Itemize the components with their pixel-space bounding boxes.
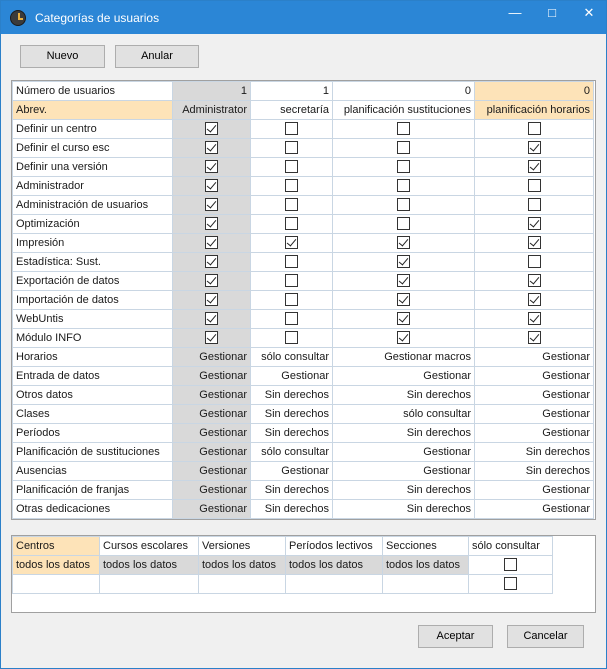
row-label: Otros datos [13,386,173,405]
permission-value[interactable]: Gestionar [173,405,251,424]
checkbox-cell[interactable] [251,253,333,272]
permission-checkbox[interactable] [285,141,298,154]
row-label: Impresión [13,234,173,253]
permission-row [13,348,594,367]
permission-value[interactable]: Gestionar [173,348,251,367]
scope-row-empty [13,575,553,594]
checkbox-cell[interactable] [251,329,333,348]
close-button[interactable]: ✕ [583,5,595,20]
feature-row [13,215,594,234]
permission-checkbox[interactable] [397,236,410,249]
checkbox-cell[interactable] [173,291,251,310]
permission-value[interactable]: Gestionar [475,405,594,424]
permission-value[interactable]: Gestionar [251,367,333,386]
checkbox-cell[interactable] [251,310,333,329]
feature-row [13,272,594,291]
permission-checkbox[interactable] [397,312,410,325]
permission-checkbox[interactable] [397,293,410,306]
row-label: Clases [13,405,173,424]
permission-checkbox[interactable] [205,293,218,306]
permission-value[interactable]: Sin derechos [251,500,333,519]
permission-value[interactable]: Sin derechos [333,481,475,500]
row-label: Entrada de datos [13,367,173,386]
user-count-cell: 0 [333,82,475,101]
permission-value[interactable]: sólo consultar [333,405,475,424]
permission-checkbox[interactable] [397,217,410,230]
scope-header: Cursos escolares [100,537,199,556]
permission-value[interactable]: Sin derechos [333,500,475,519]
checkbox-cell[interactable] [475,139,594,158]
scope-value[interactable]: todos los datos [383,556,469,575]
permission-checkbox[interactable] [205,255,218,268]
user-count-row [13,82,594,101]
permission-value[interactable]: Sin derechos [333,386,475,405]
scope-value-empty[interactable] [13,575,100,594]
new-button[interactable]: Nuevo [20,45,105,68]
permission-row [13,386,594,405]
row-label: Definir un centro [13,120,173,139]
permission-value[interactable]: Sin derechos [475,443,594,462]
checkbox-cell[interactable] [475,310,594,329]
user-count-cell: 0 [475,82,594,101]
permission-checkbox[interactable] [205,236,218,249]
scope-value[interactable]: todos los datos [199,556,286,575]
row-label: Administrador [13,177,173,196]
permission-checkbox[interactable] [285,331,298,344]
feature-row [13,310,594,329]
checkbox-cell[interactable] [475,215,594,234]
checkbox-cell[interactable] [173,234,251,253]
permission-value[interactable]: Sin derechos [333,424,475,443]
row-label: Optimización [13,215,173,234]
checkbox-cell[interactable] [333,215,475,234]
checkbox-cell[interactable] [173,253,251,272]
row-label: Administración de usuarios [13,196,173,215]
permission-value[interactable]: Gestionar [173,386,251,405]
checkbox-cell[interactable] [475,329,594,348]
read-only-checkbox[interactable] [504,558,517,571]
row-label: Planificación de franjas [13,481,173,500]
row-label: Importación de datos [13,291,173,310]
checkbox-cell[interactable] [251,291,333,310]
checkbox-cell[interactable] [475,272,594,291]
checkbox-cell[interactable] [251,272,333,291]
permission-value[interactable]: Gestionar [173,481,251,500]
permission-checkbox[interactable] [397,160,410,173]
checkbox-cell[interactable] [251,177,333,196]
permission-checkbox[interactable] [528,255,541,268]
permission-checkbox[interactable] [528,198,541,211]
permission-checkbox[interactable] [397,141,410,154]
maximize-button[interactable]: □ [548,5,556,20]
checkbox-cell[interactable] [173,177,251,196]
scope-header: Centros [13,537,100,556]
row-label: Número de usuarios [13,82,173,101]
permission-checkbox[interactable] [397,198,410,211]
scope-value-empty[interactable] [199,575,286,594]
abbrev-row [13,101,594,120]
permission-checkbox[interactable] [528,122,541,135]
permission-checkbox[interactable] [397,122,410,135]
title-bar [1,1,606,34]
permission-row [13,367,594,386]
row-label: Estadística: Sust. [13,253,173,272]
permission-value[interactable]: Gestionar [333,367,475,386]
permission-checkbox[interactable] [285,160,298,173]
accept-button[interactable]: Aceptar [418,625,493,648]
permission-checkbox[interactable] [397,255,410,268]
checkbox-cell[interactable] [251,139,333,158]
discard-button[interactable]: Anular [115,45,199,68]
checkbox-cell[interactable] [173,196,251,215]
permission-value[interactable]: Gestionar [173,424,251,443]
permissions-grid [11,80,596,520]
permission-row [13,462,594,481]
permission-value[interactable]: Gestionar [475,348,594,367]
checkbox-cell[interactable] [333,120,475,139]
user-count-cell: 1 [173,82,251,101]
row-label: Planificación de sustituciones [13,443,173,462]
permission-checkbox[interactable] [285,274,298,287]
scope-header-row [13,537,553,556]
scope-value-empty[interactable] [383,575,469,594]
checkbox-cell[interactable] [333,177,475,196]
permission-checkbox[interactable] [205,122,218,135]
checkbox-cell[interactable] [333,291,475,310]
permission-value[interactable]: Gestionar [475,424,594,443]
checkbox-cell[interactable] [475,158,594,177]
permission-checkbox[interactable] [528,160,541,173]
permission-checkbox[interactable] [205,141,218,154]
row-label: Períodos [13,424,173,443]
row-label: Ausencias [13,462,173,481]
permission-checkbox[interactable] [528,331,541,344]
checkbox-cell[interactable] [173,215,251,234]
permission-checkbox[interactable] [528,312,541,325]
permission-value[interactable]: Gestionar [475,481,594,500]
checkbox-cell[interactable] [251,158,333,177]
permission-checkbox[interactable] [285,255,298,268]
scope-header: sólo consultar [469,537,553,556]
scope-row [13,556,553,575]
category-header[interactable]: planificación horarios [475,101,594,120]
read-only-checkbox[interactable] [504,577,517,590]
permission-checkbox[interactable] [528,217,541,230]
permission-checkbox[interactable] [528,179,541,192]
data-scope-grid [11,535,596,613]
permission-checkbox[interactable] [205,198,218,211]
checkbox-cell[interactable] [173,139,251,158]
permission-value[interactable]: Gestionar [475,500,594,519]
checkbox-cell[interactable] [333,234,475,253]
checkbox-cell[interactable] [475,253,594,272]
permission-checkbox[interactable] [205,217,218,230]
cancel-button[interactable]: Cancelar [507,625,584,648]
feature-row [13,196,594,215]
checkbox-cell[interactable] [475,120,594,139]
feature-row [13,291,594,310]
permission-checkbox[interactable] [397,331,410,344]
checkbox-cell[interactable] [475,291,594,310]
permission-value[interactable]: Gestionar [251,462,333,481]
permission-checkbox[interactable] [285,217,298,230]
checkbox-cell[interactable] [173,310,251,329]
window-title: Categorías de usuarios [35,11,160,25]
permission-value[interactable]: Gestionar [173,500,251,519]
permission-row [13,500,594,519]
permission-checkbox[interactable] [285,122,298,135]
checkbox-cell[interactable] [333,329,475,348]
scope-header: Versiones [199,537,286,556]
checkbox-cell[interactable] [173,272,251,291]
checkbox-cell[interactable] [333,253,475,272]
row-label: Horarios [13,348,173,367]
permission-checkbox[interactable] [285,179,298,192]
permission-checkbox[interactable] [285,312,298,325]
row-label: Exportación de datos [13,272,173,291]
permission-value[interactable]: Gestionar [475,367,594,386]
scope-value[interactable]: todos los datos [13,556,100,575]
permission-checkbox[interactable] [285,293,298,306]
checkbox-cell[interactable] [475,234,594,253]
permission-row [13,481,594,500]
scope-header: Secciones [383,537,469,556]
scope-header: Períodos lectivos [286,537,383,556]
category-header[interactable]: secretaría [251,101,333,120]
permission-checkbox[interactable] [397,179,410,192]
scope-value[interactable]: todos los datos [100,556,199,575]
permission-checkbox[interactable] [205,274,218,287]
feature-row [13,329,594,348]
permission-value[interactable]: Gestionar [173,367,251,386]
checkbox-cell[interactable] [173,120,251,139]
checkbox-cell[interactable] [333,139,475,158]
scope-value-empty[interactable] [100,575,199,594]
permission-value[interactable]: Sin derechos [251,481,333,500]
checkbox-cell[interactable] [173,329,251,348]
permission-checkbox[interactable] [285,236,298,249]
row-label: Otras dedicaciones [13,500,173,519]
permission-checkbox[interactable] [528,236,541,249]
checkbox-cell[interactable] [173,158,251,177]
permission-value[interactable]: Sin derechos [251,386,333,405]
checkbox-cell[interactable] [469,556,553,575]
permission-checkbox[interactable] [397,274,410,287]
permission-row [13,424,594,443]
feature-row [13,139,594,158]
feature-row [13,177,594,196]
row-label: WebUntis [13,310,173,329]
permission-checkbox[interactable] [205,312,218,325]
checkbox-cell[interactable] [251,234,333,253]
category-header[interactable]: Administrator [173,101,251,120]
checkbox-cell[interactable] [251,196,333,215]
permission-value[interactable]: Gestionar [173,462,251,481]
checkbox-cell[interactable] [475,196,594,215]
permission-checkbox[interactable] [205,331,218,344]
checkbox-cell[interactable] [333,272,475,291]
permission-checkbox[interactable] [205,160,218,173]
checkbox-cell[interactable] [475,177,594,196]
row-label: Abrev. [13,101,173,120]
permission-value[interactable]: Sin derechos [251,405,333,424]
permission-value[interactable]: sólo consultar [251,443,333,462]
feature-row [13,234,594,253]
feature-row [13,120,594,139]
permission-row [13,443,594,462]
permission-row [13,405,594,424]
category-header[interactable]: planificación sustituciones [333,101,475,120]
permission-checkbox[interactable] [205,179,218,192]
permission-value[interactable]: Gestionar macros [333,348,475,367]
permission-value[interactable]: Sin derechos [251,424,333,443]
feature-row [13,158,594,177]
user-count-cell: 1 [251,82,333,101]
scope-value-empty[interactable] [286,575,383,594]
permission-value[interactable]: sólo consultar [251,348,333,367]
row-label: Definir el curso esc [13,139,173,158]
row-label: Módulo INFO [13,329,173,348]
scope-value[interactable]: todos los datos [286,556,383,575]
permission-checkbox[interactable] [528,293,541,306]
checkbox-cell[interactable] [333,310,475,329]
permission-value[interactable]: Gestionar [173,443,251,462]
permission-value[interactable]: Gestionar [333,462,475,481]
permission-checkbox[interactable] [528,141,541,154]
app-clock-icon [10,10,26,26]
checkbox-cell[interactable] [333,158,475,177]
feature-row [13,253,594,272]
permission-value[interactable]: Gestionar [333,443,475,462]
permission-value[interactable]: Sin derechos [475,462,594,481]
checkbox-cell[interactable] [251,215,333,234]
permission-checkbox[interactable] [285,198,298,211]
row-label: Definir una versión [13,158,173,177]
permission-checkbox[interactable] [528,274,541,287]
permission-value[interactable]: Gestionar [475,386,594,405]
checkbox-cell[interactable] [469,575,553,594]
minimize-button[interactable]: — [508,5,522,20]
checkbox-cell[interactable] [251,120,333,139]
checkbox-cell[interactable] [333,196,475,215]
